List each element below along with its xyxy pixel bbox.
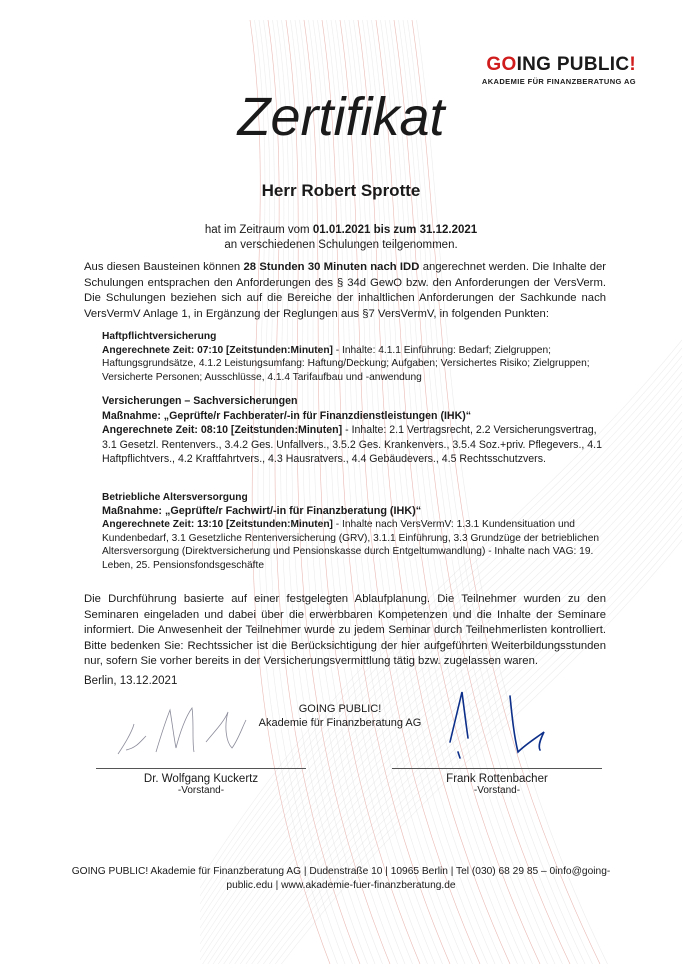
footer-line1: GOING PUBLIC! Akademie für Finanzberatung AG | Dudenstraße 10 | 10965 Berlin | Tel (030) 68 29 85 – 0info@going- (71, 866, 611, 877)
issuer-subtitle: Akademie für Finanzberatung AG (258, 717, 422, 729)
period-prefix: hat im Zeitraum vom (204, 224, 310, 236)
logo-wordmark (482, 54, 636, 76)
closing-paragraph: Die Durchführung basierte auf einer festgelegten Ablaufplanung. Die Teilnehmer wurden zu den Seminaren eingeladen und dabei über die erwerbbaren Kompetenzen und die Inhalte der Seminare informiert. Die Anwesenheit der Teilnehmer wurde zu jedem Seminar durch Teilnehmerlisten kontrolliert. Bitte bedenken Sie: Rechtssicher ist die Berücksichtigung der hier aufgeführten Weiterbildungsstunden nur, sofern Sie vorher bereits in der Versicherungsvermittlung tätig bzw. zugelassen waren. (84, 593, 606, 667)
logo-ing-public: ING PUBLIC (516, 54, 630, 75)
certificate-title: Zertifikat (237, 87, 445, 147)
signature-line-right (392, 768, 602, 769)
signatory-name: Frank Rottenbacher (446, 773, 548, 785)
signatory-role: -Vorstand- (473, 785, 521, 796)
footer-line2: public.edu | www.akademie-fuer-finanzberatung.de (226, 880, 456, 891)
section-haftpflicht (102, 330, 606, 384)
intro-pre: Aus diesen Bausteinen können (84, 261, 241, 273)
section-heading: Versicherungen – Sachversicherungen (102, 395, 298, 407)
signatory-right (392, 773, 602, 796)
footer-contact (70, 865, 612, 893)
period-suffix: an verschiedenen Schulungen teilgenommen. (224, 239, 458, 251)
section-content: - Inhalte: 2.1 Vertragsrecht, 2.2 Versicherungsvertrag, 3.1 Gesetzl. Rentenvers., 3.4.2 Ges. Unfallvers., 3.5.2 Ges. Krankenvers., 3.5.4 Soz.+priv. Pflegevers., 4.1 Haftpflichtvers., 4.2 Kraftfahrtvers., 4.3 Hausratvers., 4.4 Gebäudevers., 4.5 Rechtsschutzvers. (102, 424, 603, 465)
intro-paragraph (84, 260, 606, 322)
section-heading: Betriebliche Altersversorgung (102, 492, 248, 503)
signatory-name: Dr. Wolfgang Kuckertz (143, 773, 259, 785)
intro-post: angerechnet werden. Die Inhalte der Schulungen entsprachen den Anforderungen des § 34d GewO bzw. den Anforderungen der VersVerm. Die Schulungen beziehen sich auf die Bereiche der inhaltlichen Anforderungen der Sachkunde nach VersVermV Anlage 1, in Ergänzung der Reglungen aus §7 VersVermV, in folgenden Punkten: (84, 261, 607, 320)
company-logo (482, 54, 636, 86)
section-content: - Inhalte nach VersVermV: 1.3.1 Kundensituation und Kundenbedarf, 3.1 Gesetzliche Rentenversicherung (GRV), 3.1.1 Einführung, 3.3 Grundzüge der betrieblichen Altersversorgung (Direktversicherung und Pensionskasse durch Entgeltumwandlung) - Inhalte nach VAG: 19. Leben, 25. Pensionsfondsgeschäfte (102, 519, 600, 571)
place-date: Berlin, 13.12.2021 (84, 675, 178, 687)
recipient-name: Herr Robert Sprotte (261, 181, 421, 200)
section-time: Angerechnete Zeit: 08:10 [Zeitstunden:Minuten] (102, 424, 343, 436)
signatory-left (96, 773, 306, 796)
participation-period (0, 223, 682, 253)
logo-subtitle: AKADEMIE FÜR FINANZBERATUNG AG (481, 77, 636, 86)
section-measure: Maßnahme: „Geprüfte/r Fachberater/-in für Finanzdienstleistungen (IHK)“ (102, 409, 472, 422)
signature-left (96, 702, 306, 762)
section-sachversicherungen (102, 394, 606, 467)
section-measure: Maßnahme: „Geprüfte/r Fachwirt/-in für Finanzberatung (IHK)“ (102, 504, 422, 517)
intro-hours: 28 Stunden 30 Minuten nach IDD (243, 261, 420, 273)
signature-right (410, 682, 560, 772)
signature-line-left (96, 768, 306, 769)
period-dates: 01.01.2021 bis zum 31.12.2021 (312, 224, 478, 236)
section-altersversorgung (102, 491, 606, 572)
section-time: Angerechnete Zeit: 13:10 [Zeitstunden:Minuten] (102, 519, 333, 530)
section-content: - Inhalte: 4.1.1 Einführung: Bedarf; Zielgruppen; Haftungsgrundsätze, 4.1.2 Leistungsumfang: Haftung/Deckung; Aufgaben; Versichertes Risiko; Zielgruppen; Versicherte Personen; Ausschlüsse, 4.1.4 Tarifaufbau und -anwendung (102, 344, 590, 383)
issuer-name: GOING PUBLIC! (298, 703, 382, 715)
section-heading: Haftpflichtversicherung (102, 331, 217, 342)
logo-exclamation: ! (629, 54, 636, 75)
logo-going-prefix: GO (486, 54, 517, 75)
section-time: Angerechnete Zeit: 07:10 [Zeitstunden:Minuten] (102, 344, 333, 356)
signatory-role: -Vorstand- (177, 785, 225, 796)
